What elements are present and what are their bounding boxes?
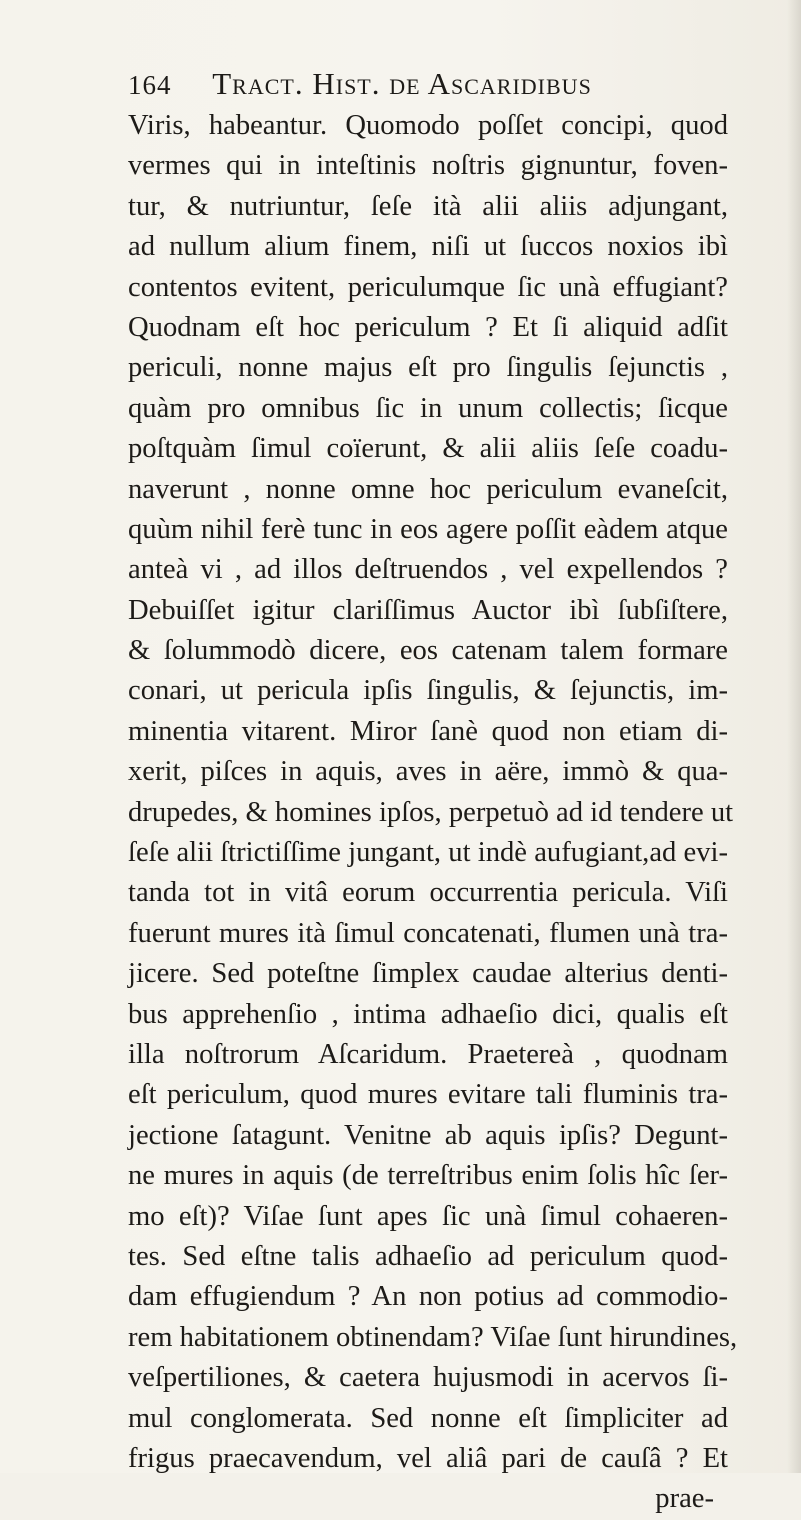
text-line: anteà vi , ad illos deſtruendos , vel expellendos ? xyxy=(128,554,728,586)
text-line: jectione ſatagunt. Venitne ab aquis ipſis? Degunt- xyxy=(128,1119,728,1151)
text-line: poſtquàm ſimul coïerunt, & alii aliis ſeſe coadu- xyxy=(128,433,728,465)
text-line: dam effugiendum ? An non potius ad commodio- xyxy=(128,1281,728,1313)
text-line: quàm pro omnibus ſic in unum collectis; ſicque xyxy=(128,392,728,424)
text-line: & ſolummodò dicere, eos catenam talem formare xyxy=(128,635,728,667)
running-title: Tract. Hist. de Ascaridibus xyxy=(212,66,592,101)
text-line: periculi, nonne majus eſt pro ſingulis ſejunctis , xyxy=(128,352,728,384)
catchword: prae- xyxy=(655,1483,714,1515)
text-line: Debuiſſet igitur clariſſimus Auctor ibì ſubſiſtere, xyxy=(128,594,728,626)
text-line: jicere. Sed poteſtne ſimplex caudae alterius denti- xyxy=(128,958,728,990)
text-line: illa noſtrorum Aſcaridum. Praetereà , quodnam xyxy=(128,1038,728,1070)
text-line: mul conglomerata. Sed nonne eſt ſimpliciter ad xyxy=(128,1402,728,1434)
text-line: drupedes, & homines ipſos, perpetuò ad id tendere ut xyxy=(128,796,734,828)
text-line: naverunt , nonne omne hoc periculum evaneſcit, xyxy=(128,473,728,505)
text-line: frigus praecavendum, vel aliâ pari de cauſâ ? Et xyxy=(128,1442,728,1474)
text-line: Quodnam eſt hoc periculum ? Et ſi aliquid adſit xyxy=(128,311,728,343)
text-line: tes. Sed eſtne talis adhaeſio ad periculum quod- xyxy=(128,1240,728,1272)
page-edge-shadow xyxy=(787,0,801,1473)
text-line: eſt periculum, quod mures evitare tali fluminis tra- xyxy=(128,1079,728,1111)
page-number: 164 xyxy=(128,70,172,100)
text-line: bus apprehenſio , intima adhaeſio dici, qualis eſt xyxy=(128,998,728,1030)
text-line: tanda tot in vitâ eorum occurrentia pericula. Viſi xyxy=(128,877,728,909)
text-line: ne mures in aquis (de terreſtribus enim ſolis hîc ſer- xyxy=(128,1160,728,1192)
text-line: rem habitationem obtinendam? Viſae ſunt hirundines, xyxy=(128,1321,738,1353)
text-line: quùm nihil ferè tunc in eos agere poſſit eàdem atque xyxy=(128,513,728,545)
body-text xyxy=(128,106,738,1520)
text-line: contentos evitent, periculumque ſic unà effugiant? xyxy=(128,271,728,303)
text-line: vermes qui in inteſtinis noſtris gignuntur, foven- xyxy=(128,150,728,182)
text-line: tur, & nutriuntur, ſeſe ità alii aliis adjungant, xyxy=(128,190,728,222)
text-line: ad nullum alium finem, niſi ut ſuccos noxios ibì xyxy=(128,231,728,263)
text-line: mo eſt)? Viſae ſunt apes ſic unà ſimul cohaeren- xyxy=(128,1200,728,1232)
text-line: fuerunt mures ità ſimul concatenati, flumen unà tra- xyxy=(128,917,728,949)
text-line: veſpertiliones, & caetera hujusmodi in acervos ſi- xyxy=(128,1362,728,1394)
text-line: minentia vitarent. Miror ſanè quod non etiam di- xyxy=(128,715,728,747)
text-line: Viris, habeantur. Quomodo poſſet concipi, quod xyxy=(128,110,728,141)
text-line: conari, ut pericula ipſis ſingulis, & ſejunctis, im- xyxy=(128,675,728,707)
text-line: xerit, piſces in aquis, aves in aëre, immò & qua- xyxy=(128,756,728,788)
running-header xyxy=(128,66,728,106)
text-line: ſeſe alii ſtrictiſſime jungant, ut indè aufugiant,ad evi- xyxy=(128,837,728,869)
